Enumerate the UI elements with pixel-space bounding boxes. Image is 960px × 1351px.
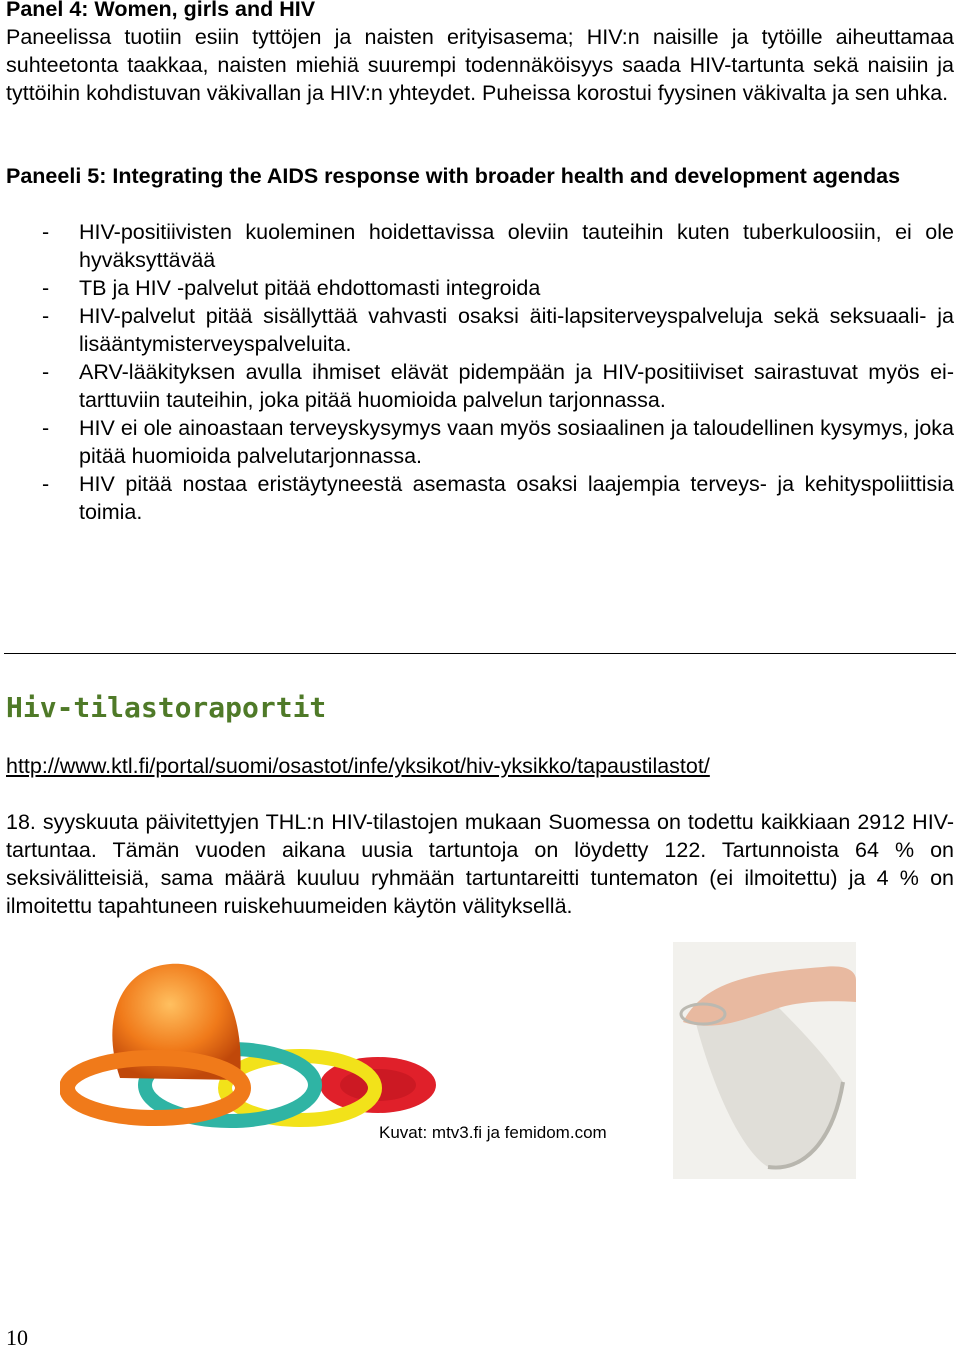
image-caption: Kuvat: mtv3.fi ja femidom.com [379,1123,607,1142]
list-item-text: HIV-palvelut pitää sisällyttää vahvasti osaksi äiti-lapsiterveyspalveluja sekä seksuaali- ja lisääntymisterveyspalveluita. [79,304,954,356]
female-condom-image [673,942,856,1179]
section-title: Hiv-tilastoraportit [6,691,327,724]
list-item [6,414,954,470]
stats-link[interactable]: http://www.ktl.fi/portal/suomi/osastot/infe/yksikot/hiv-yksikko/tapaustilastot/ [6,754,710,778]
list-item [6,358,954,414]
panel5-heading: Paneeli 5: Integrating the AIDS response with broader health and development agendas [6,164,901,188]
horizontal-rule [4,653,956,654]
panel4-heading: Panel 4: Women, girls and HIV [6,0,316,21]
panel4-body: Paneelissa tuotiin esiin tyttöjen ja naisten erityisasema; HIV:n naisille ja tytöille aiheuttamaa suhteetonta taakkaa, naisten miehiä suurempi todennäköisyys saada HIV-tartunta sekä naisiin ja tyttöihin kohdistuvan väkivallan ja HIV:n yhteydet. Puheissa korostui fyysinen väkivalta ja sen uhka. [6,25,954,105]
panel5-list [6,218,954,526]
page-number: 10 [6,1325,28,1350]
list-item [6,470,954,526]
list-item-text: HIV-positiivisten kuoleminen hoidettavissa oleviin tauteihin kuten tuberkuloosiin, ei ole hyväksyttävää [79,220,954,272]
dash-bullet: - [42,304,50,328]
dash-bullet: - [42,472,50,496]
list-item-text: HIV ei ole ainoastaan terveyskysymys vaan myös sosiaalinen ja taloudellinen kysymys, joka pitää huomioida palvelutarjonnassa. [79,416,954,468]
stats-body: 18. syyskuuta päivitettyjen THL:n HIV-tilastojen mukaan Suomessa on todettu kaikkiaan 2912 HIV-tartuntaa. Tämän vuoden aikana uusia tartuntoja on löydetty 122. Tartunnoista 64 % on seksivälitteisiä, sama määrä kuuluu ryhmään tartuntareitti tuntematon (ei ilmoitettu) ja 4 % on ilmoitettu tapahtuneen ruiskehuumeiden käytön välityksellä. [6,810,954,918]
colored-condoms-image [60,960,440,1130]
list-item-text: HIV pitää nostaa eristäytyneestä asemasta osaksi laajempia terveys- ja kehityspoliittisia toimia. [79,472,954,524]
dash-bullet: - [42,276,50,300]
dash-bullet: - [42,220,50,244]
list-item [6,302,954,358]
dash-bullet: - [42,416,50,440]
list-item-text: ARV-lääkityksen avulla ihmiset elävät pidempään ja HIV-positiiviset sairastuvat myös ei-tarttuviin tauteihin, joka pitää huomioida palvelun tarjonnassa. [79,360,954,412]
list-item [6,274,954,302]
list-item-text: TB ja HIV -palvelut pitää ehdottomasti integroida [79,276,541,300]
list-item [6,218,954,274]
dash-bullet: - [42,360,50,384]
